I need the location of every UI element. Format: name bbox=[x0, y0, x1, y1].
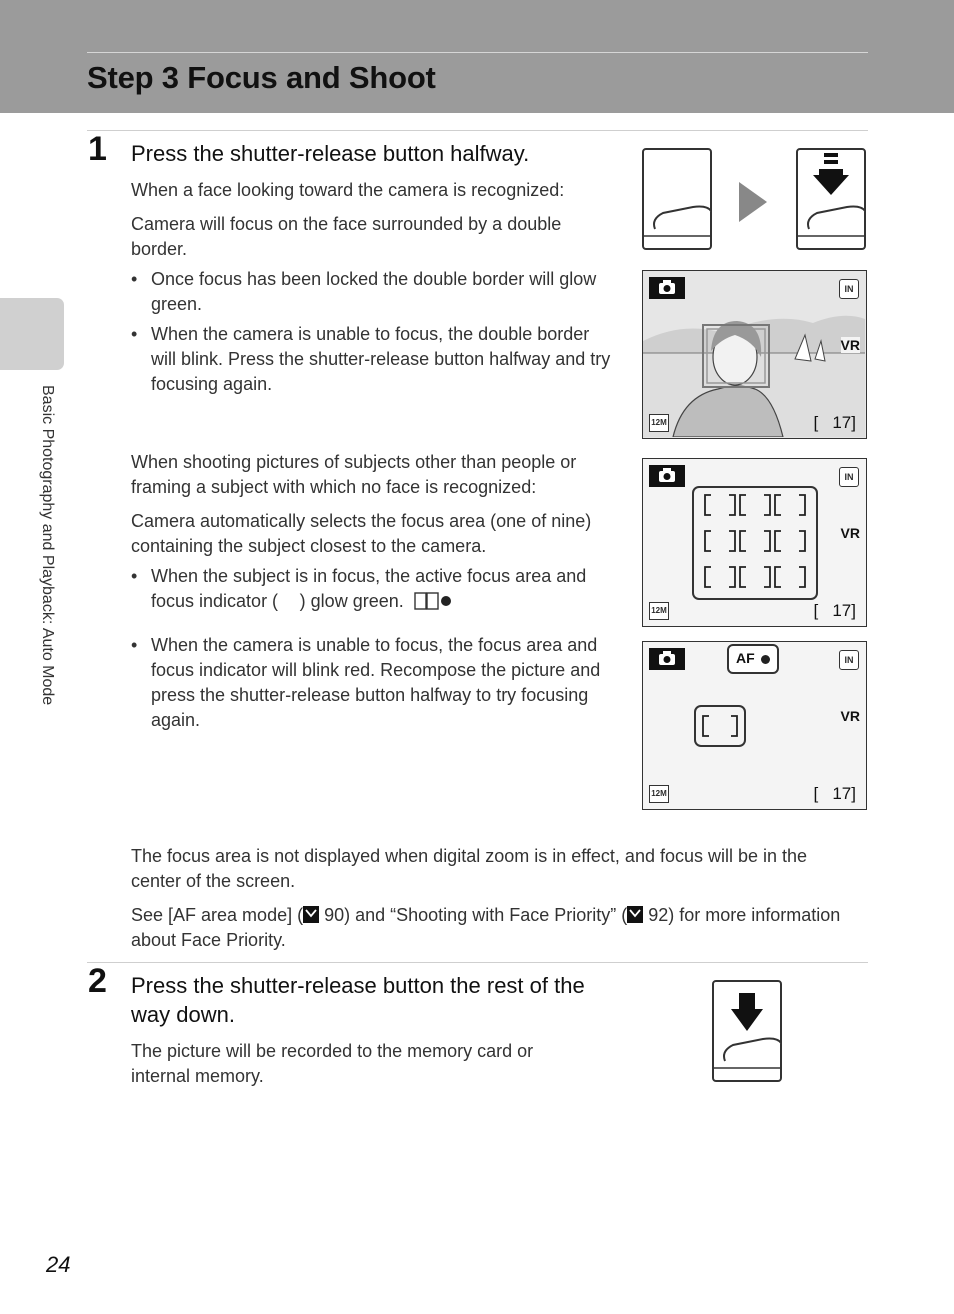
af-indicator-icon bbox=[414, 591, 452, 611]
bullet-dot: • bbox=[131, 635, 138, 655]
internal-memory-icon: IN bbox=[839, 650, 859, 670]
exposures-remaining: [ 17] bbox=[813, 784, 856, 803]
reference-icon bbox=[627, 905, 643, 925]
focus-areas-screen bbox=[642, 458, 867, 627]
image-size-icon: 12M bbox=[649, 414, 669, 432]
chapter-label: Basic Photography and Playback: Auto Mode bbox=[39, 385, 56, 706]
step1-rule bbox=[87, 130, 868, 131]
face-intro: When a face looking toward the camera is recognized: bbox=[131, 180, 565, 200]
header-band bbox=[0, 0, 954, 113]
noface-bullet-2 bbox=[131, 633, 611, 733]
bullet-dot: • bbox=[131, 324, 138, 344]
focus-area-grid bbox=[691, 485, 819, 601]
page-title: Step 3 Focus and Shoot bbox=[87, 60, 436, 95]
step2-title: Press the shutter-release button the rest of the way down. bbox=[131, 973, 585, 1027]
page-number: 24 bbox=[46, 1252, 71, 1277]
noface-detail: Camera automatically selects the focus area (one of nine) containing the subject closest to the camera. bbox=[131, 511, 592, 556]
reference-icon bbox=[303, 905, 319, 925]
image-size-icon: 12M bbox=[649, 785, 669, 803]
exposures-count: 17 bbox=[832, 601, 852, 620]
focus-indicator-screen bbox=[642, 641, 867, 810]
af-indicator bbox=[727, 644, 779, 674]
vr-icon: VR bbox=[840, 525, 860, 541]
face-bullet-1 bbox=[131, 267, 611, 317]
step1-number: 1 bbox=[88, 130, 107, 168]
step2-body: The picture will be recorded to the memory card or internal memory. bbox=[131, 1041, 534, 1086]
bullet-text bbox=[151, 564, 611, 614]
camera-mode-icon bbox=[649, 648, 685, 670]
note-digital-zoom: The focus area is not displayed when digital zoom is in effect, and focus will be in the center of the screen. bbox=[131, 846, 808, 891]
bullet-text: Once focus has been locked the double border will glow green. bbox=[151, 269, 597, 314]
exposures-remaining: [ 17] bbox=[813, 413, 856, 432]
note-see-also bbox=[131, 903, 851, 953]
noface-bullet-1 bbox=[131, 564, 611, 614]
face-bullet-2 bbox=[131, 322, 611, 397]
camera-mode-icon bbox=[649, 465, 685, 487]
bullet-dot: • bbox=[131, 566, 138, 586]
internal-memory-icon: IN bbox=[839, 467, 859, 487]
image-size-icon: 12M bbox=[649, 602, 669, 620]
noface-intro: When shooting pictures of subjects other than people or framing a subject with which no face is recognized: bbox=[131, 452, 577, 497]
chapter-tab bbox=[0, 298, 64, 370]
camera-mode-icon bbox=[649, 277, 685, 299]
step1-title: Press the shutter-release button halfway. bbox=[131, 141, 530, 166]
note-text: 90) and “Shooting with Face Priority” ( bbox=[319, 905, 628, 925]
bullet-text-part: When the subject is in focus, the active focus area and focus indicator ( ) glow green. bbox=[151, 566, 587, 611]
arrow-right-icon bbox=[739, 182, 767, 222]
active-focus-area bbox=[693, 704, 747, 748]
internal-memory-icon: IN bbox=[839, 279, 859, 299]
shutter-full-press-illustration bbox=[711, 979, 785, 1083]
face-detail: Camera will focus on the face surrounded by a double border. bbox=[131, 214, 562, 259]
note-text: 92) for more information about Face Priority. bbox=[131, 905, 841, 950]
exposures-count: 17 bbox=[832, 413, 852, 432]
step2-rule bbox=[87, 962, 868, 963]
focus-dot-icon bbox=[761, 655, 770, 664]
shutter-half-press-illustration bbox=[641, 147, 869, 253]
note-text: See [AF area mode] ( bbox=[131, 905, 304, 925]
vr-icon: VR bbox=[840, 708, 860, 724]
face-priority-screen bbox=[642, 270, 867, 439]
af-label: AF bbox=[736, 650, 755, 666]
exposures-remaining: [ 17] bbox=[813, 601, 856, 620]
step2-number: 2 bbox=[88, 962, 107, 1000]
header-rule bbox=[87, 52, 868, 53]
exposures-count: 17 bbox=[832, 784, 852, 803]
bullet-text: When the camera is unable to focus, the double border will blink. Press the shutter-release button halfway and try focusing again. bbox=[151, 324, 611, 394]
bullet-dot: • bbox=[131, 269, 138, 289]
vr-icon: VR bbox=[840, 337, 860, 353]
bullet-text: When the camera is unable to focus, the focus area and focus indicator will blink red. Recompose the picture and press the shutter-release button halfway to try focusing again. bbox=[151, 635, 601, 730]
